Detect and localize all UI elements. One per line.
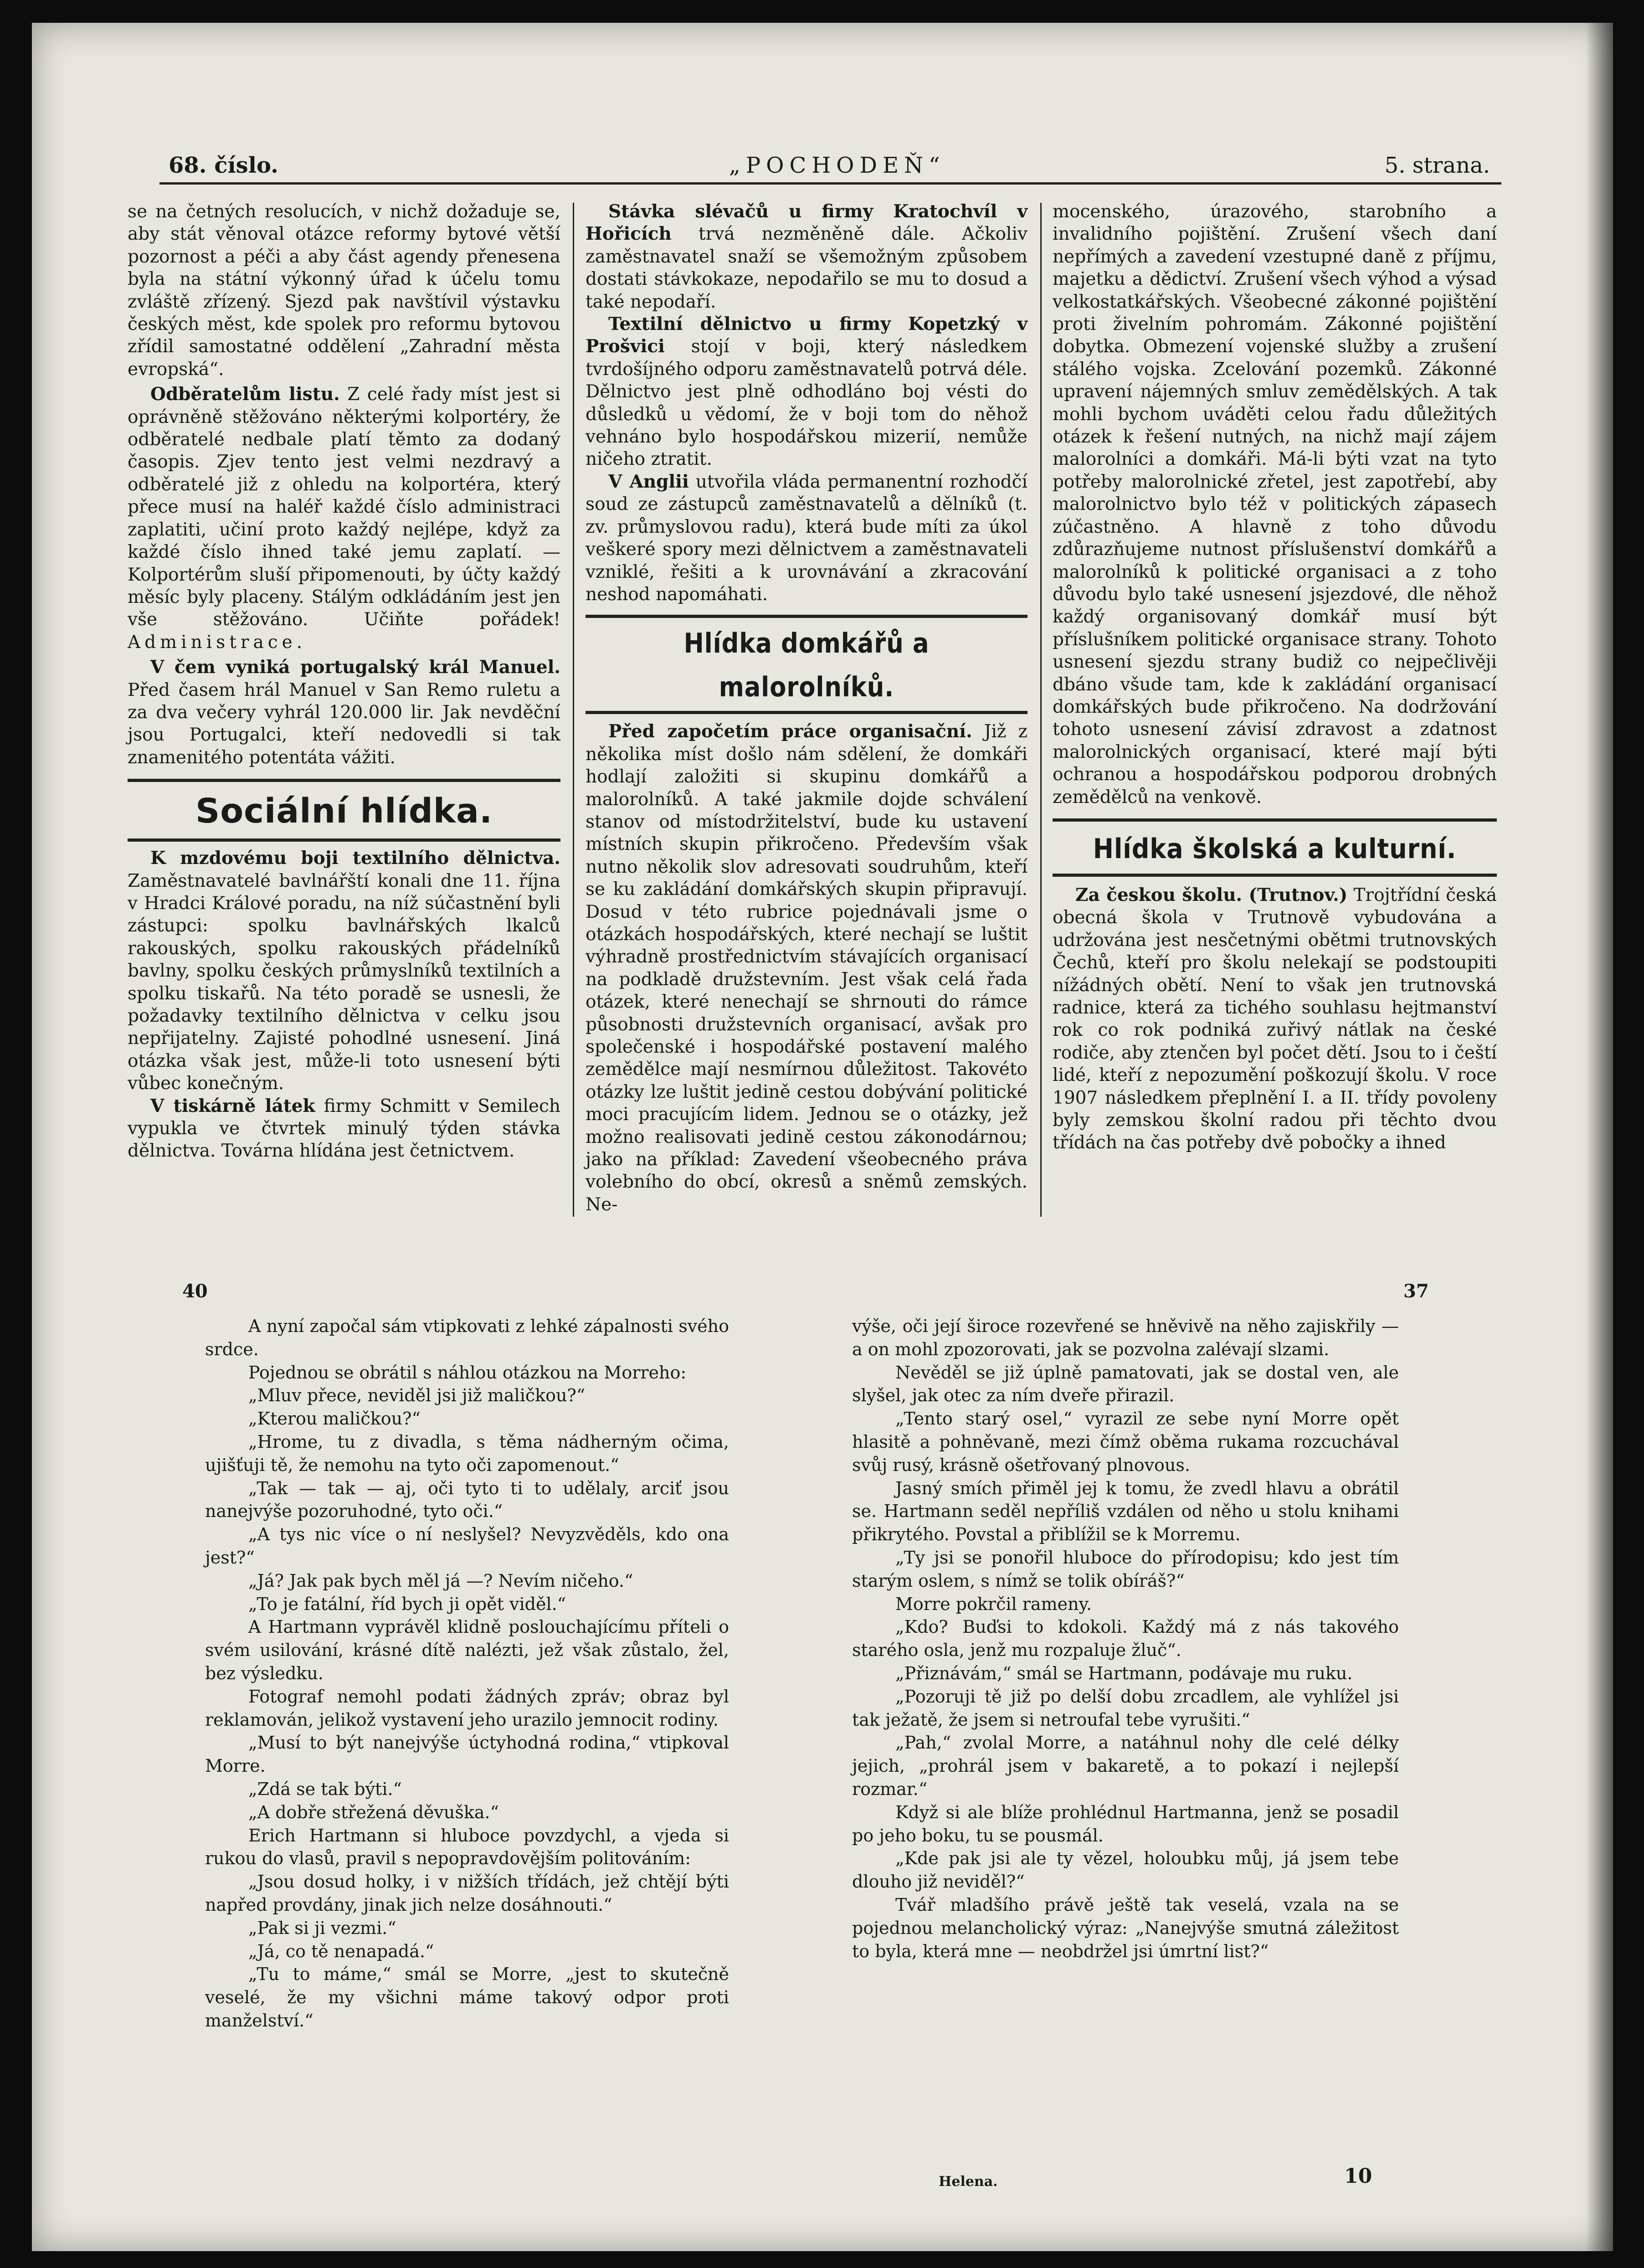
column-divider-1 <box>573 203 574 1217</box>
textile-prosvice-lead: Textilní dělnictvo u firmy Kopetzký v Prošvici <box>586 314 1028 357</box>
section-social: Sociální hlídka. <box>195 792 493 831</box>
strike-horice-note <box>586 201 1028 313</box>
social-rule-bottom <box>128 838 560 842</box>
page-header <box>169 153 1490 185</box>
story-right-paragraph: „Tento starý osel,“ vyrazil ze sebe nyní Morre opět hlasitě a pohněvaně, mezi čímž oběma rukama rozcuchával svůj rusý, krásně ošetřovaný plnovous. <box>852 1409 1399 1475</box>
cottagers-organisation-text: Již z několika míst došlo nám sdělení, že domkáři hodlají založiti si skupinu domkářů a malorolníků. A také jakmile dojde schválení stanov od místodržitelství, bude ku ustavení místních skupin přikročeno. Především však nutno několik slov adresovati soudruhům, kteří se ku zakládání domkářských skupin připravují. Dosud v této rubrice pojednávali jsme o otázkách hospodářských, které nechají se luštit výhradně prostřednictvím stávajících organisací na podkladě družstevním. Jest však celá řada otázek, které nenechají se shrnouti do rámce působnosti družstevních organisací, avšak pro společenské i hospodářské postavení malého zemědělce mají nesmírnou důležitost. Takovéto otázky lze luštit jedině cestou dobývání politické moci pracujícím lidem. Jednou se o otázky, jež možno realisovati jedině cestou zákonodárnou; jako na příklad: Zavedení všeobecného práva volebního do obcí, okresů a sněmů zemských. Ne- <box>586 721 1028 1215</box>
footer-title: Helena. <box>939 2174 998 2190</box>
story-left-paragraph: Fotograf nemohl podati žádných zpráv; obraz byl reklamován, jelikož vystavení jeho urazilo jemnocit rodiny. <box>205 1686 729 1730</box>
supplement-page-left: 40 <box>182 1281 208 1302</box>
story-right-paragraph: „Pozoruji tě již po delší dobu zrcadlem, ale vyhlížel jsi tak ježatě, že jsem si netroufal tebe vyrušiti.“ <box>852 1686 1399 1730</box>
section-cottagers: Hlídka domkářů a malorolníků. <box>683 627 930 704</box>
column-3 <box>1053 201 1497 1226</box>
column-1 <box>128 201 560 1226</box>
story-left-paragraph: „A tys nic více o ní neslyšel? Nevyzvěděls, kdo ona jest?“ <box>205 1524 729 1568</box>
supplement-page-right: 37 <box>1403 1281 1429 1302</box>
story-left-paragraph: „To je fatální, říd bych ji opět viděl.“ <box>248 1594 566 1614</box>
cottagers-rule-top <box>586 615 1028 618</box>
trutnov-school-note <box>1053 884 1497 1154</box>
story-left-paragraph: „Mluv přece, neviděl jsi již maličkou?“ <box>248 1385 586 1406</box>
trutnov-school-lead: Za českou školu. (Trutnov.) <box>1075 884 1348 905</box>
story-left-paragraph: „Jsou dosud holky, i v nižších třídách, jež chtějí býti napřed provdány, jinak jich nelze dosáhnouti.“ <box>205 1872 729 1915</box>
print-works-note <box>128 1095 560 1162</box>
story-column-left <box>205 1315 729 2135</box>
story-left-paragraph: „Tu to máme,“ smál se Morre, „jest to skutečně veselé, že my všichni máme takový odpor proti manželství.“ <box>205 1964 729 2031</box>
story-left-paragraph: „A dobře střežená děvuška.“ <box>248 1802 499 1822</box>
story-right-paragraph: Morre pokrčil rameny. <box>895 1594 1092 1614</box>
column-divider-2 <box>1040 203 1042 1217</box>
story-left-paragraph: „Kterou maličkou?“ <box>248 1409 421 1429</box>
story-left-paragraph: Erich Hartmann si hluboce povzdychl, a vjeda si rukou do vlasů, pravil s nepopravdovějším politováním: <box>205 1825 729 1869</box>
strike-horice-lead: Stávka slévačů u firmy Kratochvíl v Hořicích <box>586 201 1028 245</box>
story-left-paragraph: „Hrome, tu z divadla, s těma nádherným očima, ujišťuji tě, že nemohu na tyto oči zapomenout.“ <box>205 1431 729 1475</box>
story-left-paragraph: „Pak si ji vezmi.“ <box>248 1918 396 1938</box>
school-rule-top <box>1053 818 1497 822</box>
wage-struggle-text: Zaměstnavatelé bavlnářští konali dne 11. října v Hradci Králové poradu, na níž súčastnění byli zástupci: spolku bavlnářských lkalců rakouských, spolku rakouských přádelníků bavlny, spolku českých průmyslníků textilních a spolku tiskařů. Na této poradě se usnesli, že požadavky textilního dělnictva v celku jsou nepřijatelny. Zajisté pohodlné usnesení. Jiná otázka však jest, může-li toto usnesení býti vůbec konečným. <box>128 870 560 1094</box>
king-manuel-lead: V čem vyniká portugalský král Manuel. <box>150 657 560 678</box>
cottagers-organisation-lead: Před započetím práce organisační. <box>608 721 972 742</box>
subscribers-lead: Odběratelům listu. <box>150 384 340 405</box>
footer-number: 10 <box>1344 2165 1372 2188</box>
wage-struggle-lead: K mzdovému boji textilního dělnictva. <box>150 848 560 869</box>
subscribers-note <box>128 383 560 653</box>
subscribers-text: Z celé řady míst jest si oprávněně stěžováno některými kolportéry, že odběratelé nedbale platí těmto za dodaný časopis. Zjev tento jest velmi nezdravý a odběratelé již z ohledu na kolportéra, který přece musí na haléř každé číslo administraci zaplatiti, učiní proto každý nejlépe, když za každé číslo ihned také jemu zaplatí. — Kolportérům sluší připomenouti, by účty každý měsíc byly placeny. Stálým odkládáním jest jen vše stěžováno. Učiňte pořádek! <box>128 384 560 630</box>
story-left-paragraph: „Já, co tě nenapadá.“ <box>248 1941 434 1961</box>
story-left-paragraph: A Hartmann vyprávěl klidně poslouchajícímu příteli o svém usilování, krásné dítě nalézti, jež však zůstalo, žel, bez výsledku. <box>205 1617 729 1683</box>
story-right-paragraph: „Přiznávám,“ smál se Hartmann, podávaje mu ruku. <box>895 1663 1353 1683</box>
story-right-paragraph: „Kde pak jsi ale ty vězel, holoubku můj, já jsem tebe dlouho již neviděl?“ <box>852 1848 1399 1892</box>
england-lead: V Anglii <box>608 471 689 492</box>
story-left-paragraph: „Musí to být nanejvýše úctyhodná rodina,“ vtipkoval Morre. <box>205 1733 729 1776</box>
cottagers-rule-bottom <box>586 711 1028 714</box>
story-right-paragraph: Nevěděl se již úplně pamatovati, jak se dostal ven, ale slyšel, jak otec za ním dveře přirazil. <box>852 1362 1399 1406</box>
textile-prosvice-text: stojí v boji, který následkem tvrdošíjného odporu zaměstnavatelů potrvá déle. Dělnictvo jest plně odhodláno boj vésti do důsledků u vědomí, že v boji tom do něhož vehnáno bylo hospodářskou mizerií, nemůže ničeho ztratit. <box>586 336 1028 470</box>
social-rule-top <box>128 779 560 782</box>
newspaper-title: „POCHODEŇ“ <box>729 153 945 178</box>
england-note <box>586 471 1028 606</box>
story-left-paragraph: „Zdá se tak býti.“ <box>248 1779 402 1799</box>
print-works-text: firmy Schmitt v Semilech vypukla ve čtvrtek minulý týden stávka dělnictva. Továrna hlídána jest četnictvem. <box>128 1095 560 1162</box>
housing-reform-text: se na četných resolucích, v nichž dožaduje se, aby stát věnoval otázce reformy bytové větší pozornost a péči a aby část agendy přenesena byla na státní výkonný úřad k účelu tomu zvláště zřízený. Sjezd pak navštívil výstavku českých měst, kde spolek pro reformu bytovou zřídil samostatné oddělení „Zahradní města evropská“. <box>128 201 560 380</box>
newspaper-page <box>32 23 1613 2251</box>
section-school: Hlídka školská a kulturní. <box>1093 833 1457 865</box>
administration-sign: Administrace. <box>128 632 307 653</box>
school-rule-bottom <box>1053 874 1497 877</box>
story-column-right <box>852 1315 1399 2135</box>
story-right-paragraph: výše, oči její široce rozevřené se hněvivě na něho zajiskřily — a on mohl zpozorovati, jak se pozvolna zalévají slzami. <box>852 1316 1399 1359</box>
story-left-paragraph: „Tak — tak — aj, oči tyto ti to udělaly, arciť jsou nanejvýše pozoruhodné, tyto oči.“ <box>205 1478 729 1522</box>
trutnov-school-text: Trojtřídní česká obecná škola v Trutnově vybudována a udržována jest nesčetnými obětmi trutnovských Čechů, kteří pro školu nelekají se podstoupiti nížádných obětí. Není to však jen trutnovská radnice, která za tichého souhlasu hejtmanství rok co rok podniká zuřivý nátlak na české rodiče, aby ztenčen byl počet dětí. Jsou to i čeští lidé, kteří z nepozumění poškozují školu. V roce 1907 následkem přeplnění I. a II. třídy povoleny byly zemskou školní radou při těchto dvou třídách na čas potřeby dvě pobočky a ihned <box>1053 885 1497 1153</box>
story-left-paragraph: „Já? Jak pak bych měl já —? Nevím ničeho.“ <box>248 1570 633 1591</box>
england-text: utvořila vláda permanentní rozhodčí soud ze zástupců zaměstnavatelů a dělníků (t. zv. průmyslovou radu), která bude míti za úkol veškeré spory mezi dělnictvem a zaměstnavateli vzniklé, řešiti a k urovnávání a zkracování neshod napomáhati. <box>586 471 1028 605</box>
page-number: 5. strana. <box>1384 153 1490 178</box>
header-rule <box>159 182 1501 185</box>
column-2 <box>586 201 1028 1226</box>
story-right-paragraph: „Pah,“ zvolal Morre, a natáhnul nohy dle celé délky jejich, „prohrál jsem v bakaretě, a to pokazí i nejlepší rozmar.“ <box>852 1733 1399 1799</box>
story-left-paragraph: Pojednou se obrátil s náhlou otázkou na Morreho: <box>248 1362 687 1383</box>
print-works-lead: V tiskárně látek <box>150 1095 315 1116</box>
story-left-paragraph: A nyní započal sám vtipkovati z lehké zápalnosti svého srdce. <box>205 1316 729 1359</box>
wage-struggle-note <box>128 847 560 1095</box>
king-manuel-note <box>128 656 560 769</box>
king-manuel-text: Před časem hrál Manuel v San Remo ruletu a za dva večery vyhrál 120.000 lir. Jak nevděční jsou Portugalci, kteří nedovedli si tak znamenitého potentáta vážiti. <box>128 679 560 768</box>
cottagers-continued-text: mocenského, úrazového, starobního a invalidního pojištění. Zrušení všech daní nepřímých a zavedení vzestupné daně z příjmu, majetku a dědictví. Zrušení všech výhod a výsad velkostatkářských. Všeobecné zákonné pojištění proti živelním pohromám. Zákonné pojištění dobytka. Obmezení vojenské služby a zrušení stálého vojska. Zcelování pozemků. Zákonné upravení nájemných smluv zemědělských. A tak mohli bychom uváděti celou řadu důležitých otázek k řešení nutných, na nichž mají zájem malorolníci a domkáři. Má-li býti vzat na tyto potřeby malorolnické zřetel, jest zapotřebí, aby malorolnictvo bylo též v politických zápasech zúčastněno. A hlavně z toho důvodu zdůrazňujeme nutnost příslušenství domkářů a malorolníků k politické organisaci a z toho důvodu bylo také usnesení jsjezdové, dle něhož každý organisovaný domkář musí být příslušníkem politické organisace strany. Tohoto usnesení sjezdu strany budiž co nejpečlivěji dbáno všude tam, kde k zakládání organisací domkářských bude přikročeno. Na dodržování tohoto usnesení závisí zdravost a zdatnost malorolnických organisací, které mají býti ochranou a hospodářskou podporou drobných zemědělců na venkově. <box>1053 201 1497 807</box>
story-right-paragraph: Jasný smích přiměl jej k tomu, že zvedl hlavu a obrátil se. Hartmann seděl nepříliš vzdálen od něho u stolu knihami přikrytého. Povstal a přiblížil se k Morremu. <box>852 1478 1399 1545</box>
issue-number: 68. číslo. <box>169 153 278 178</box>
textile-prosvice-note <box>586 313 1028 471</box>
story-right-paragraph: Když si ale blíže prohlédnul Hartmanna, jenž se posadil po jeho boku, tu se pousmál. <box>852 1802 1399 1846</box>
strike-horice-text: trvá nezměněně dále. Ačkoliv zaměstnavatel snaží se všemožným způsobem dostati stávkokaze, nepodařilo se mu to dosud a také nepodaří. <box>586 224 1028 312</box>
story-right-paragraph: „Kdo? Buďsi to kdokoli. Každý má z nás takového starého osla, jenž mu rozpaluje žluč“. <box>852 1617 1399 1661</box>
story-right-paragraph: „Ty jsi se ponořil hluboce do přírodopisu; kdo jest tím starým oslem, s nímž se tolik obíráš?“ <box>852 1547 1399 1591</box>
cottagers-organisation-note <box>586 720 1028 1216</box>
story-right-paragraph: Tvář mladšího právě ještě tak veselá, vzala na se pojednou melancholický výraz: „Nanejvýše smutná záležitost to byla, která mne — neobdržel jsi úmrtní list?“ <box>852 1894 1399 1961</box>
